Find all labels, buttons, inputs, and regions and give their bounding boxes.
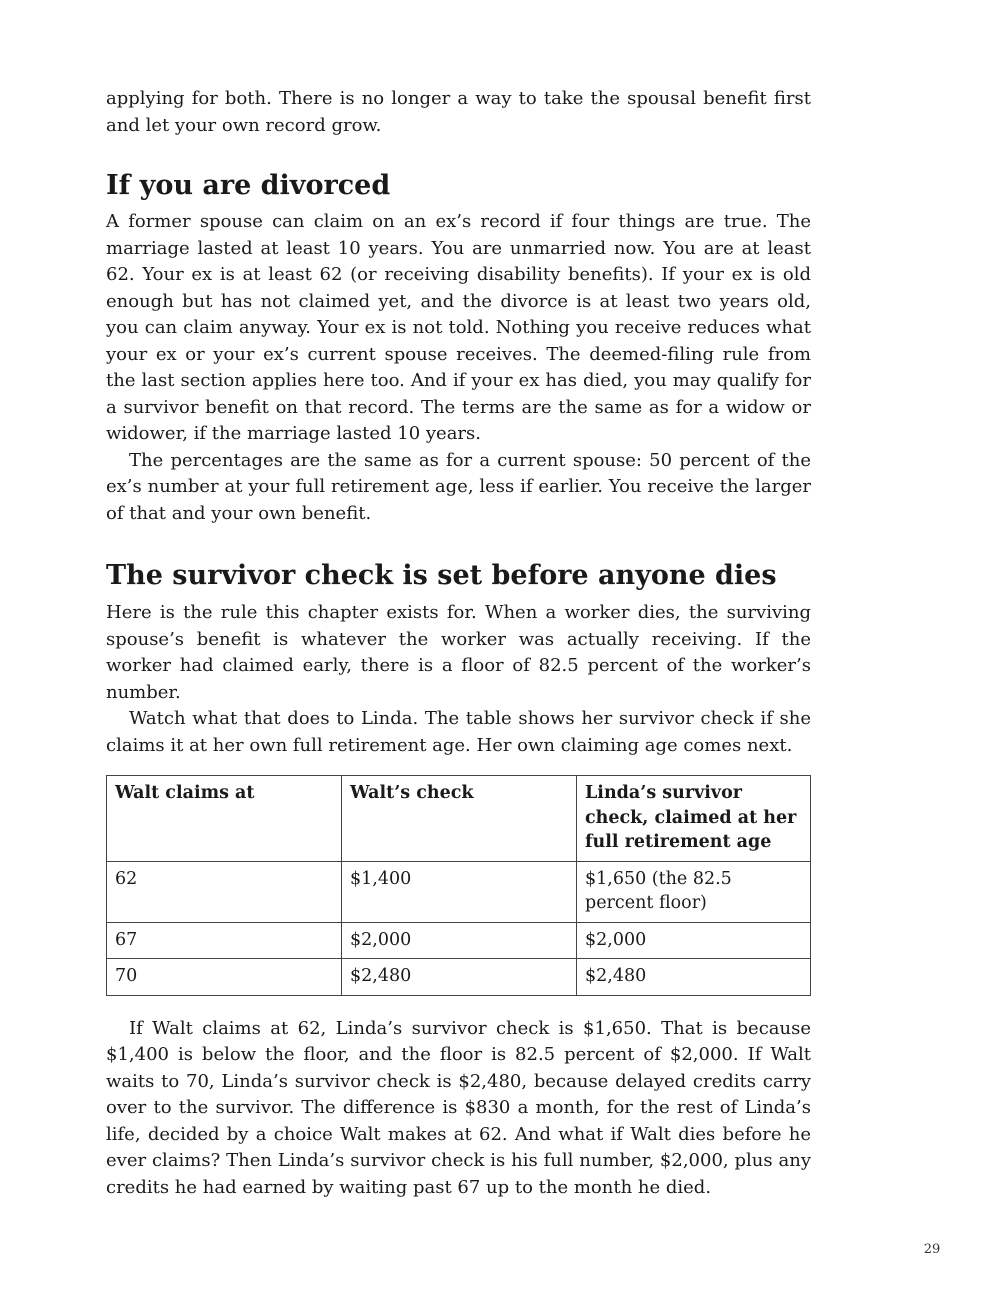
table-row	[107, 922, 811, 959]
table-header-cell: Linda’s survivor check, claimed at her full retirement age	[577, 776, 811, 862]
paragraph-survivor-example: If Walt claims at 62, Linda’s survivor check is $1,650. That is because $1,400 is below the floor, and the floor is 82.5 percent of $2,000. If Walt waits to 70, Linda’s survivor check is $2,480, because delayed credits carry over to the survivor. The difference is $830 a month, for the rest of Linda’s life, decided by a choice Walt makes at 62. And what if Walt dies before he ever claims? Then Linda’s survivor check is his full number, $2,000, plus any credits he had earned by waiting past 67 up to the month he died.	[106, 1017, 811, 1198]
table-row	[107, 861, 811, 922]
survivor-check-table	[106, 775, 811, 996]
paragraph-divorced-rules: A former spouse can claim on an ex’s record if four things are true. The marriage lasted at least 10 years. You are unmarried now. You are at least 62. Your ex is at least 62 (or receiving disability benefits). If your ex is old enough but has not claimed yet, and the divorce is at least two years old, you can claim anyway. Your ex is not told. Nothing you receive reduces what your ex or your ex’s current spouse receives. The deemed-filing rule from the last section applies here too. And if your ex has died, you may qualify for a survivor benefit on that record. The terms are the same as for a widow or widower, if the marriage lasted 10 years.	[106, 211, 811, 444]
table-cell: $2,000	[342, 922, 577, 959]
paragraph-divorced-percentages: The percentages are the same as for a current spouse: 50 percent of the ex’s number at your full retirement age, less if earlier. You receive the larger of that and your own benefit.	[106, 449, 811, 524]
paragraph-continued: applying for both. There is no longer a way to take the spousal benefit first and let your own record grow.	[106, 88, 811, 136]
section-heading-divorced: If you are divorced	[106, 170, 391, 201]
table-header-cell: Walt’s check	[342, 776, 577, 862]
table-cell: 67	[107, 922, 342, 959]
table-header-cell: Walt claims at	[107, 776, 342, 862]
page-number: 29	[923, 1242, 941, 1257]
section-heading-survivor: The survivor check is set before anyone dies	[106, 560, 777, 591]
paragraph-survivor-linda: Watch what that does to Linda. The table shows her survivor check if she claims it at her own full retirement age. Her own claiming age comes next.	[106, 708, 811, 756]
table-cell: 70	[107, 959, 342, 996]
table-row	[107, 959, 811, 996]
table-cell: $2,000	[577, 922, 811, 959]
table-cell: 62	[107, 861, 342, 922]
table-cell: $2,480	[577, 959, 811, 996]
table-header-row	[107, 776, 811, 862]
table-cell: $1,650 (the 82.5 percent floor)	[577, 861, 811, 922]
paragraph-survivor-rule: Here is the rule this chapter exists for. When a worker dies, the surviving spouse’s benefit is whatever the worker was actually receiving. If the worker had claimed early, there is a floor of 82.5 percent of the worker’s number.	[106, 602, 811, 703]
table-cell: $1,400	[342, 861, 577, 922]
page-content	[106, 86, 811, 1201]
table-cell: $2,480	[342, 959, 577, 996]
